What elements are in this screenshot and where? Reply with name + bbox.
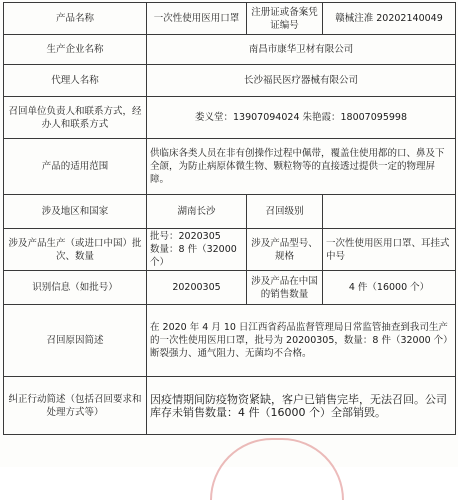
row-action [4, 377, 456, 435]
recall-level-label: 召回级别 [247, 195, 323, 229]
row-scope [4, 139, 456, 195]
recall-table [3, 2, 456, 435]
row-manufacturer [4, 35, 456, 65]
reason-value: 在 2020 年 4 月 10 日江西省药品监督管理局日常监管抽查到我司生产的一次性使用医用口罩，批号为 20200305，数量：8 件（32000 个）断裂强力、通气阻力、无菌均不合格。 [147, 305, 456, 377]
action-value: 因疫情期间防疫物资紧缺，客户已销售完毕，无法召回。公司库存未销售数量：4 件（16000 个）全部销毁。 [147, 377, 456, 435]
region-label: 涉及地区和国家 [4, 195, 147, 229]
recall-level-value [323, 195, 456, 229]
action-label: 纠正行动简述（包括召回要求和处理方式等） [4, 377, 147, 435]
region-value: 湖南长沙 [147, 195, 247, 229]
company-seal-stamp [210, 438, 344, 500]
sales-value: 4 件（16000 个） [323, 271, 456, 305]
agent-value: 长沙福民医疗器械有限公司 [147, 65, 456, 97]
model-label: 涉及产品型号、规格 [247, 229, 323, 271]
row-batch [4, 229, 456, 271]
batch-quantity: 数量：8 件（32000 个） [150, 244, 237, 268]
product-name-label: 产品名称 [4, 3, 147, 35]
contact-label: 召回单位负责人和联系方式，经办人和联系方式 [4, 97, 147, 139]
model-value: 一次性使用医用口罩、耳挂式中号 [323, 229, 456, 271]
row-product-name [4, 3, 456, 35]
reg-cert-label: 注册证或备案凭证编号 [247, 3, 323, 35]
batch-value [147, 229, 247, 271]
row-contact [4, 97, 456, 139]
manufacturer-label: 生产企业名称 [4, 35, 147, 65]
sales-label: 涉及产品在中国的销售数量 [247, 271, 323, 305]
contact-value: 娄义堂：13907094024 朱艳霞：18007095998 [147, 97, 456, 139]
agent-label: 代理人名称 [4, 65, 147, 97]
row-agent [4, 65, 456, 97]
batch-number: 批号：2020305 [150, 231, 221, 242]
manufacturer-value: 南昌市康华卫材有限公司 [147, 35, 456, 65]
scope-label: 产品的适用范围 [4, 139, 147, 195]
batch-label: 涉及产品生产（或进口中国）批次、数量 [4, 229, 147, 271]
id-label: 识别信息（如批号） [4, 271, 147, 305]
product-name-value: 一次性使用医用口罩 [147, 3, 247, 35]
row-identification [4, 271, 456, 305]
reg-cert-value: 赣械注准 20202140049 [323, 3, 456, 35]
row-region [4, 195, 456, 229]
id-value: 20200305 [147, 271, 247, 305]
reason-label: 召回原因简述 [4, 305, 147, 377]
row-reason [4, 305, 456, 377]
scope-value: 供临床各类人员在非有创操作过程中佩带，覆盖住使用都的口、鼻及下全颌，为防止病原体微生物、颗粒物等的直接透过提供一定的物理屏障。 [147, 139, 456, 195]
